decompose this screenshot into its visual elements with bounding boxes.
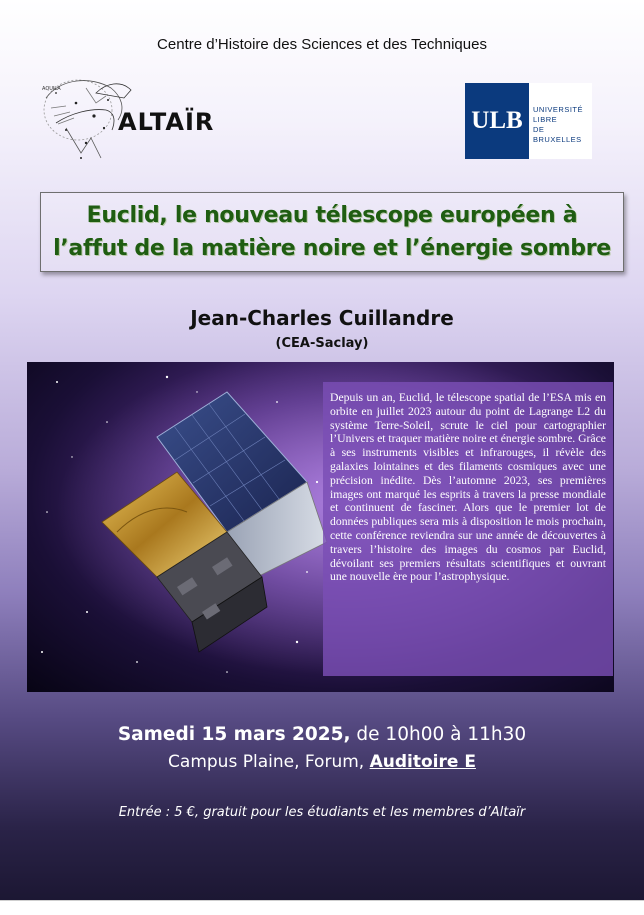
speaker-name: Jean-Charles Cuillandre (190, 306, 454, 330)
talk-description: Depuis un an, Euclid, le télescope spatial de l’ESA mis en orbite en juillet 2023 autour du point de Lagrange L2 du système Terre-Soleil, scrute le ciel pour cartographier l’Univers et traquer matière noire et énergie sombre. Grâce à ses instruments visibles et infrarouges, il révèle des galaxies lointaines et des filaments cosmiques avec une précision inédite. Dès l’automne 2023, ses premières images ont marqué les esprits à travers la presse mondiale et continuent de fasciner. Alors que le premier lot de données publiques sera mis à disposition le mois prochain, cette conférence reviendra sur une année de découvertes à travers l’histoire des images du cosmos par Euclid, dévoilant ses premiers résultats scientifiques et ouvrant une nouvelle ère pour l’astrophysique. (323, 382, 613, 676)
speaker-affiliation: (CEA-Saclay) (275, 336, 369, 351)
altair-name: ALTAÏR (118, 108, 215, 136)
organization-header: Centre d’Histoire des Sciences et des Techniques (157, 36, 487, 53)
ulb-line-2: LIBRE (533, 115, 558, 124)
entry-fee: Entrée : 5 €, gratuit pour les étudiants et les membres d’Altaïr (118, 805, 526, 820)
event-time: de 10h00 à 11h30 (350, 724, 527, 745)
ulb-full-name (529, 83, 592, 159)
event-auditorium: Auditoire E (369, 752, 476, 772)
ulb-logo (465, 83, 592, 159)
event-place: Campus Plaine, Forum, (168, 752, 370, 772)
talk-title-line-2: l’affut de la matière noire et l’énergie sombre (53, 236, 611, 261)
event-date: Samedi 15 mars 2025, (117, 724, 351, 745)
ulb-short: ULB (465, 83, 529, 159)
aquila-label: AQUILA (42, 86, 61, 92)
ulb-line-3: DE BRUXELLES (533, 125, 582, 144)
page-bottom-strip (0, 900, 644, 915)
talk-title-line-1: Euclid, le nouveau télescope européen à (86, 203, 578, 228)
event-location (0, 752, 644, 772)
ulb-line-1: UNIVERSITÉ (533, 105, 584, 114)
event-date-time (0, 724, 644, 745)
talk-title-box (40, 192, 624, 272)
